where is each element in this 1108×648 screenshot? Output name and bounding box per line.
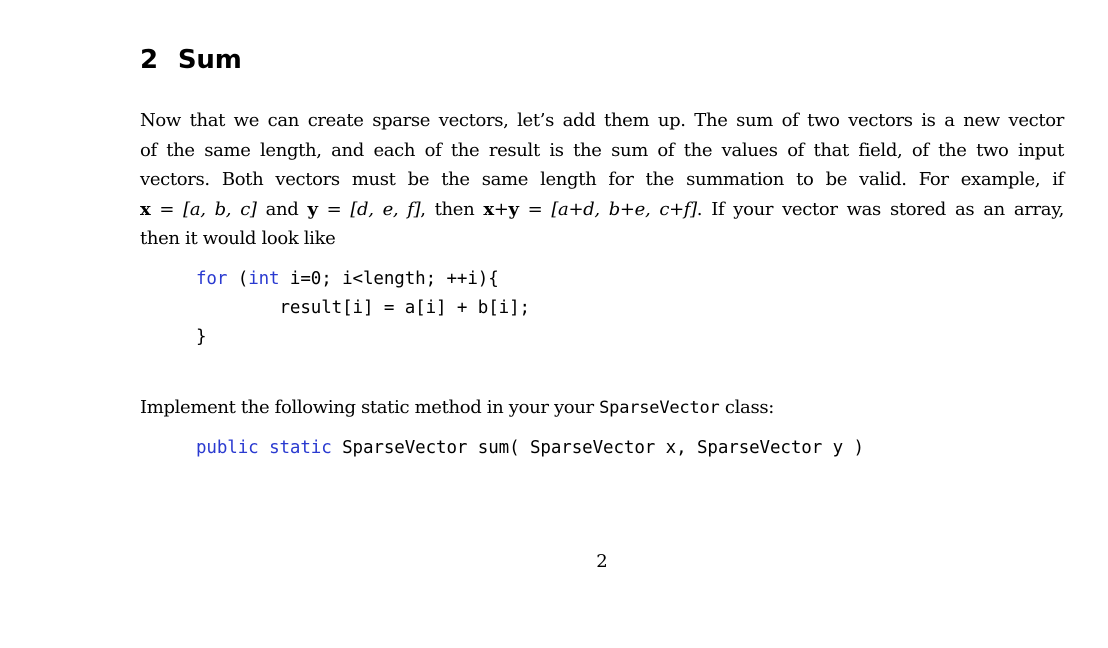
math-sum-y: y — [508, 198, 519, 220]
class-name: SparseVector — [599, 398, 720, 418]
paragraph-line-with-math — [140, 195, 1064, 225]
math-plus: + — [493, 198, 509, 220]
paragraph-line: Now that we can create sparse vectors, let’s add them up. The sum of two vectors is a new vector — [140, 110, 1064, 131]
math-sum-x: x — [483, 198, 494, 220]
math-vector-y: y — [307, 198, 318, 220]
document-page — [140, 0, 1064, 648]
section-title: Sum — [177, 45, 242, 75]
instruction-text: Implement the following static method in your your — [140, 397, 600, 418]
math-vector-x: x — [140, 198, 151, 220]
code-block-loop — [196, 265, 530, 352]
code-text: ( — [227, 269, 249, 289]
paragraph-line: then it would look like — [140, 228, 336, 249]
intro-paragraph — [140, 106, 1064, 254]
text-and: and — [256, 198, 308, 220]
text-rest: . If your vector was stored as an array, — [696, 198, 1064, 220]
math-vector-y-value: = [d, e, f] — [317, 198, 421, 220]
code-close-brace: } — [196, 327, 207, 347]
code-keyword-static: static — [269, 438, 332, 458]
section-heading — [140, 42, 242, 78]
code-block-signature — [196, 434, 864, 463]
code-keyword-int: int — [248, 269, 280, 289]
code-text: i=0; i<length; ++i){ — [279, 269, 499, 289]
paragraph-line: vectors. Both vectors must be the same length for the summation to be valid. For example, if — [140, 169, 1064, 190]
section-number: 2 — [140, 45, 158, 75]
code-keyword-for: for — [196, 269, 228, 289]
math-sum-value: = [a+d, b+e, c+f] — [518, 198, 697, 220]
math-vector-x-value: = [a, b, c] — [150, 198, 257, 220]
instruction-paragraph — [140, 393, 774, 423]
code-signature-rest: SparseVector sum( SparseVector x, SparseVector y ) — [331, 438, 864, 458]
code-loop-body: result[i] = a[i] + b[i]; — [196, 298, 530, 318]
text-then: , then — [420, 198, 484, 220]
page-number: 2 — [596, 551, 608, 572]
paragraph-line: of the same length, and each of the result is the sum of the values of that field, of the two input — [140, 139, 1064, 161]
code-keyword-public: public — [196, 438, 259, 458]
instruction-text-end: class: — [719, 397, 774, 418]
